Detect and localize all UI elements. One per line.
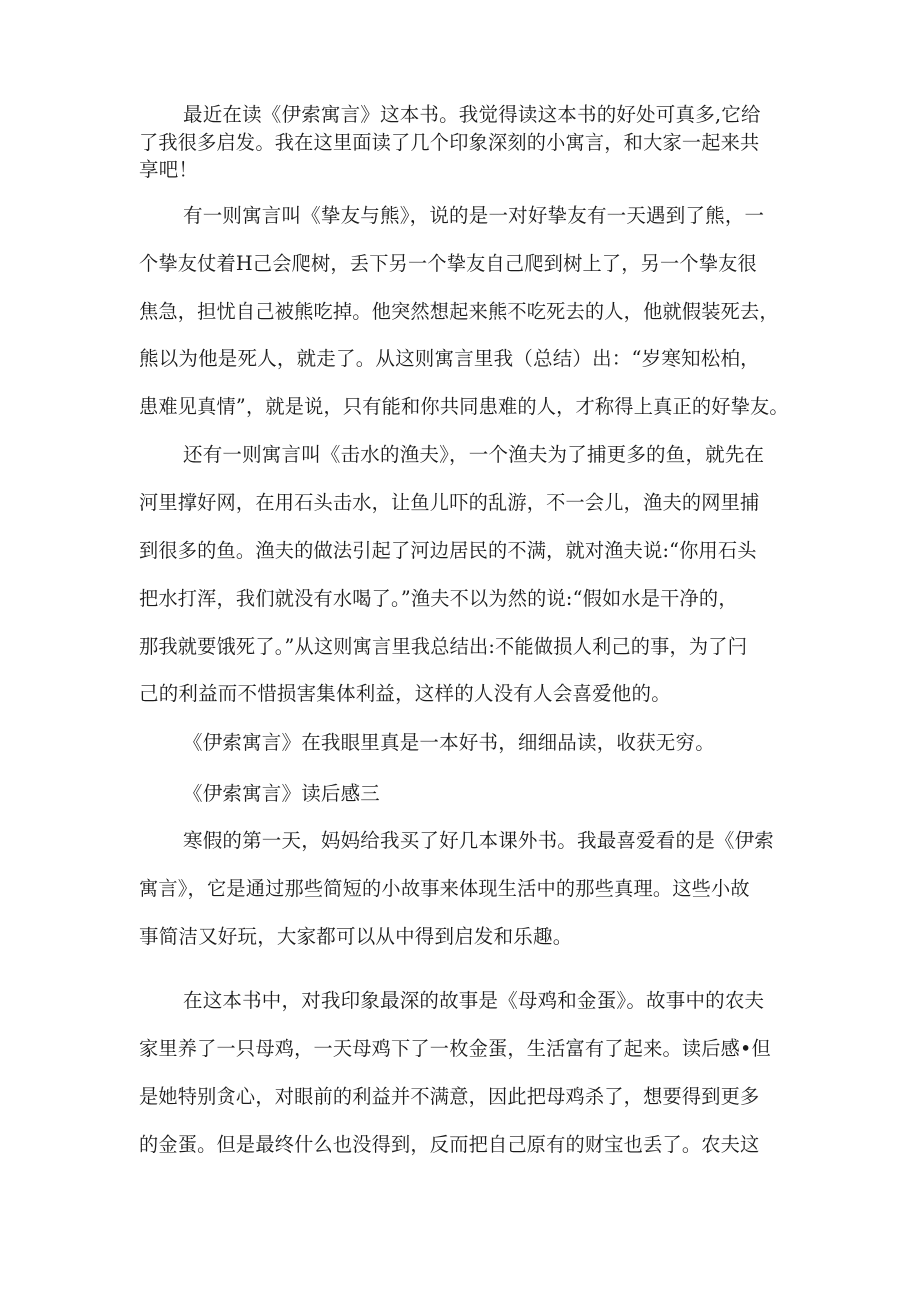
text-line: 寓言》，它是通过那些简短的小故事来体现生活中的那些真理。这些小故 (139, 877, 750, 900)
text-line: 焦急，担忧自己被熊吃掉。他突然想起来熊不吃死去的人，他就假装死去， (139, 300, 779, 323)
text-line: 是她特别贪心，对眼前的利益并不满意，因此把母鸡杀了，想要得到更多 (139, 1085, 760, 1108)
text-line: 在这本书中，对我印象最深的故事是《母鸡和金蛋》。故事中的农夫 (183, 989, 765, 1012)
text-line: 河里撑好网，在用石头击水，让鱼儿吓的乱游，不一会儿，渔夫的网里捕 (139, 491, 760, 514)
text-line: 了我很多启发。我在这里面读了几个印象深刻的小寓言，和大家一起来共 (139, 131, 760, 154)
text-line: 把水打浑，我们就没有水喝了。”渔夫不以为然的说:“假如水是干净的， (139, 587, 738, 610)
text-line: 熊以为他是死人，就走了。从这则寓言里我（总结）出：“岁寒知松柏， (139, 347, 760, 370)
text-line: 己的利益而不惜损害集体利益，这样的人没有人会喜爱他的。 (139, 682, 671, 705)
text-line: 那我就要饿死了。”从这则寓言里我总结出:不能做损人利己的事，为了闩 (139, 635, 748, 658)
text-line: 到很多的鱼。渔夫的做法引起了河边居民的不满，就对渔夫说:“你用石头 (139, 539, 757, 562)
text-line: 最近在读《伊索寓言》这本书。我觉得读这本书的好处可真多,它给 (183, 103, 761, 126)
text-line: 个挚友仗着H己会爬树，丢下另一个挚友自己爬到树上了，另一个挚友很 (139, 252, 757, 275)
text-line: 有一则寓言叫《挚友与熊》，说的是一对好挚友有一天遇到了熊，一 (183, 204, 765, 227)
text-line: 家里养了一只母鸡，一天母鸡下了一枚金蛋，生活富有了起来。读后感•但 (139, 1037, 771, 1060)
text-line: 还有一则寓言叫《击水的渔夫》，一个渔夫为了捕更多的鱼，就先在 (183, 443, 765, 466)
text-line: 享吧！ (139, 158, 199, 181)
section-title: 《伊索寓言》读后感三 (183, 782, 381, 805)
text-line: 患难见真情”，就是说，只有能和你共同患难的人，才称得上真正的好挚友。 (139, 395, 789, 418)
text-line: 寒假的第一天，妈妈给我买了好几本课外书。我最喜爱看的是《伊索 (183, 829, 775, 852)
text-line: 事简洁又好玩，大家都可以从中得到启发和乐趣。 (139, 925, 573, 948)
text-line: 的金蛋。但是最终什么也没得到，反而把自己原有的财宝也丢了。农夫这 (139, 1133, 760, 1156)
text-line: 《伊索寓言》在我眼里真是一本好书，细细品读，收获无穷。 (183, 731, 715, 754)
